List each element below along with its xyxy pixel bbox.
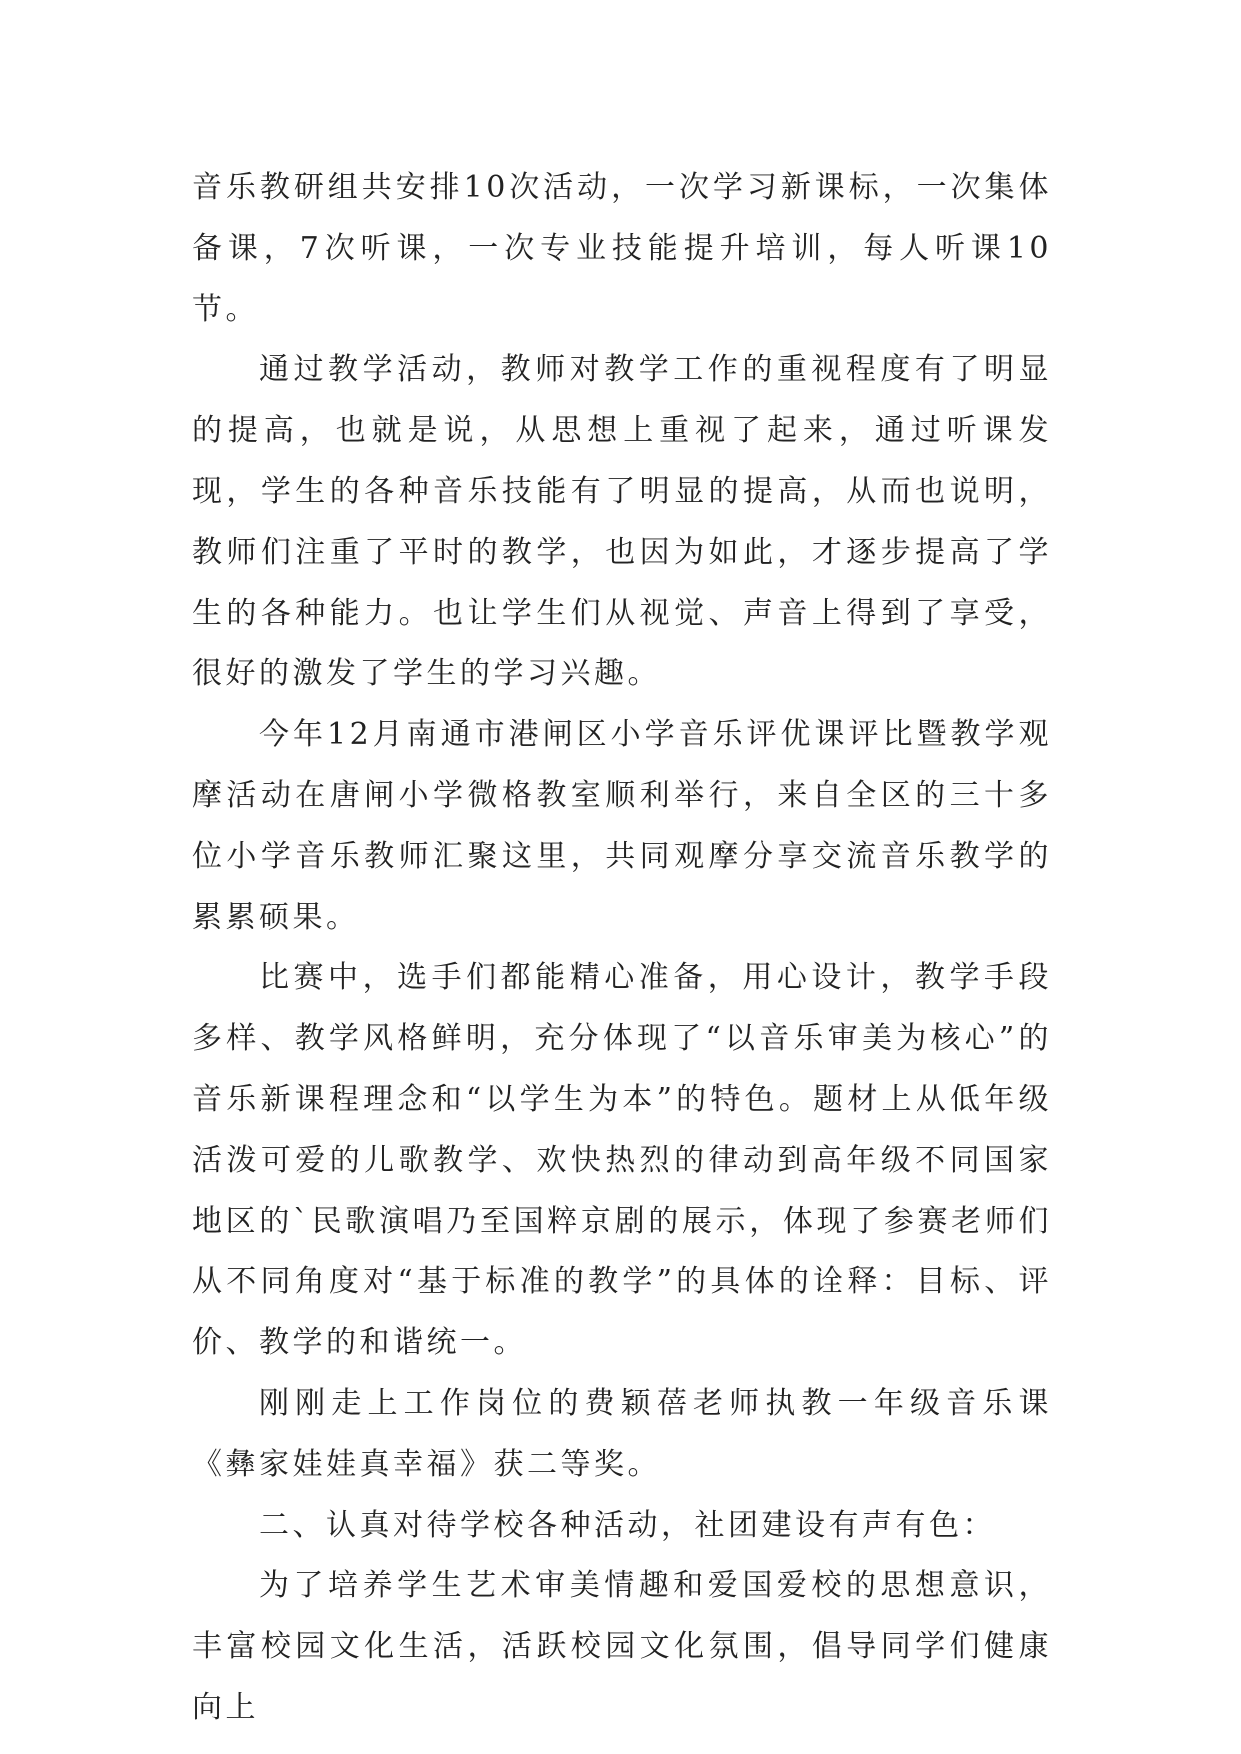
paragraph-2: 通过教学活动，教师对教学工作的重视程度有了明显的提高，也就是说，从思想上重视了起来，通过听课发现，学生的各种音乐技能有了明显的提高，从而也说明，教师们注重了平时的教学，也因为如此，才逐步提高了学生的各种能力。也让学生们从视觉、声音上得到了享受，很好的激发了学生的学习兴趣。 [192, 352, 1052, 692]
section-heading: 二、认真对待学校各种活动，社团建设有声有色： [259, 1507, 996, 1543]
paragraph-5: 刚刚走上工作岗位的费颖蓓老师执教一年级音乐课《彝家娃娃真幸福》获二等奖。 [192, 1385, 1052, 1482]
paragraph-1: 音乐教研组共安排10次活动，一次学习新课标，一次集体备课，7次听课，一次专业技能提升培训，每人听课10节。 [192, 170, 1052, 327]
document-body [192, 158, 1052, 1739]
paragraph-3: 今年12月南通市港闸区小学音乐评优课评比暨教学观摩活动在唐闸小学微格教室顺利举行，来自全区的三十多位小学音乐教师汇聚这里，共同观摩分享交流音乐教学的累累硕果。 [192, 717, 1052, 935]
paragraph-4: 比赛中，选手们都能精心准备，用心设计，教学手段多样、教学风格鲜明，充分体现了“以音乐审美为核心”的音乐新课程理念和“以学生为本”的特色。题材上从低年级活泼可爱的儿歌教学、欢快热烈的律动到高年级不同国家地区的`民歌演唱乃至国粹京剧的展示，体现了参赛老师们从不同角度对“基于标准的教学”的具体的诠释：目标、评价、教学的和谐统一。 [192, 960, 1052, 1361]
paragraph-6: 为了培养学生艺术审美情趣和爱国爱校的思想意识，丰富校园文化生活，活跃校园文化氛围，倡导同学们健康向上 [192, 1568, 1052, 1725]
